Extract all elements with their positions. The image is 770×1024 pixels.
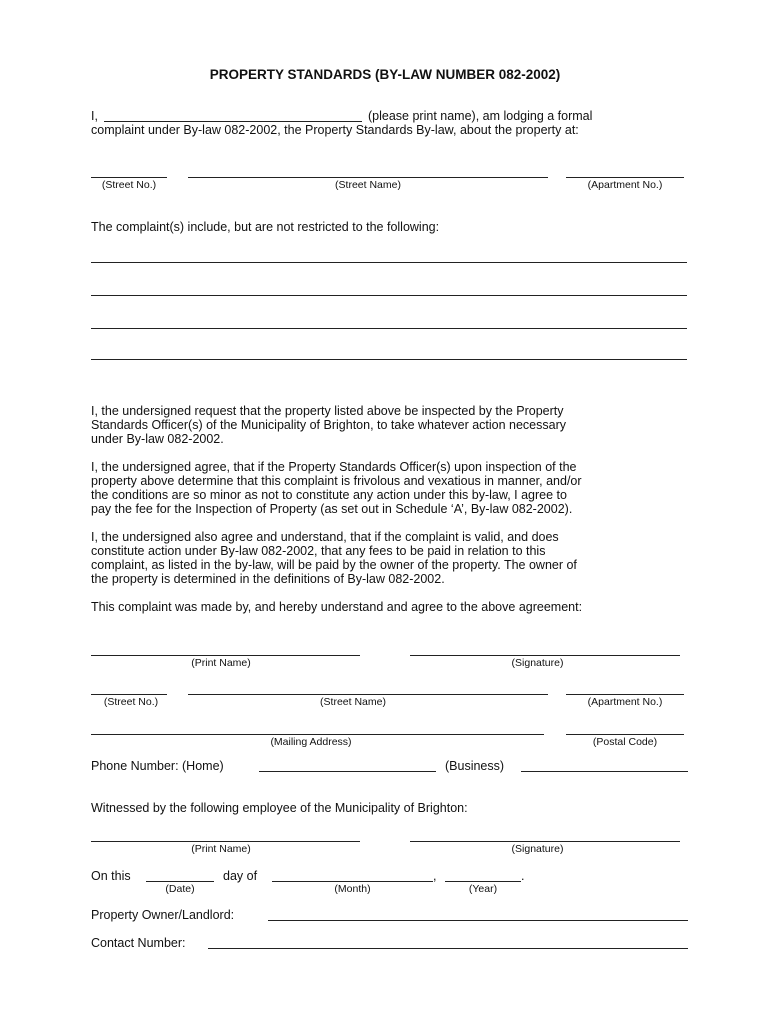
complainant-print-name-field[interactable] xyxy=(91,655,360,656)
complaint-line-2[interactable] xyxy=(91,295,687,296)
postal-code-label: (Postal Code) xyxy=(592,736,658,748)
month-label: (Month) xyxy=(334,883,371,895)
paragraph-valid-line-3: complaint, as listed in the by-law, will be paid by the owner of the property. The owner of xyxy=(91,558,577,572)
phone-business-field[interactable] xyxy=(521,771,688,772)
complainant-street-no-field[interactable] xyxy=(91,694,167,695)
complainant-apartment-no-field[interactable] xyxy=(566,694,684,695)
complainant-signature-label: (Signature) xyxy=(511,657,564,669)
year-field[interactable] xyxy=(445,881,521,882)
intro-line-2: complaint under By-law 082-2002, the Property Standards By-law, about the property at: xyxy=(91,123,579,137)
witness-signature-label: (Signature) xyxy=(511,843,564,855)
property-street-no-field[interactable] xyxy=(91,177,167,178)
complainant-apartment-no-label: (Apartment No.) xyxy=(587,696,663,708)
contact-number-label: Contact Number: xyxy=(91,936,186,950)
complainant-name-field[interactable] xyxy=(104,121,362,122)
mailing-address-label: (Mailing Address) xyxy=(270,736,352,748)
complainant-street-no-label: (Street No.) xyxy=(103,696,159,708)
paragraph-valid-line-1: I, the undersigned also agree and understand, that if the complaint is valid, and does xyxy=(91,530,559,544)
date-comma: , xyxy=(433,869,437,883)
month-field[interactable] xyxy=(272,881,433,882)
day-of-label: day of xyxy=(223,869,258,883)
complaint-line-3[interactable] xyxy=(91,328,687,329)
apartment-no-label: (Apartment No.) xyxy=(587,179,663,191)
paragraph-fee-line-2: property above determine that this complaint is frivolous and vexatious in manner, and/or xyxy=(91,474,582,488)
property-owner-field[interactable] xyxy=(268,920,688,921)
paragraph-fee-line-1: I, the undersigned agree, that if the Property Standards Officer(s) upon inspection of the xyxy=(91,460,577,474)
phone-home-field[interactable] xyxy=(259,771,436,772)
intro-prefix: I, xyxy=(91,109,98,123)
complainant-print-name-label: (Print Name) xyxy=(191,657,251,669)
date-label: (Date) xyxy=(165,883,195,895)
complaints-heading: The complaint(s) include, but are not restricted to the following: xyxy=(91,220,440,234)
property-apartment-no-field[interactable] xyxy=(566,177,684,178)
property-owner-label: Property Owner/Landlord: xyxy=(91,908,235,922)
paragraph-agreement: This complaint was made by, and hereby understand and agree to the above agreement: xyxy=(91,600,583,614)
paragraph-valid-line-4: the property is determined in the definitions of By-law 082-2002. xyxy=(91,572,445,586)
paragraph-valid-line-2: constitute action under By-law 082-2002, that any fees to be paid in relation to this xyxy=(91,544,546,558)
witness-print-name-field[interactable] xyxy=(91,841,360,842)
date-period: . xyxy=(521,869,525,883)
phone-home-label: Phone Number: (Home) xyxy=(91,759,224,773)
paragraph-request-line-1: I, the undersigned request that the property listed above be inspected by the Property xyxy=(91,404,564,418)
witness-heading: Witnessed by the following employee of the Municipality of Brighton: xyxy=(91,801,468,815)
contact-number-field[interactable] xyxy=(208,948,688,949)
witness-print-name-label: (Print Name) xyxy=(191,843,251,855)
complainant-street-name-field[interactable] xyxy=(188,694,548,695)
intro-suffix: (please print name), am lodging a formal xyxy=(368,109,593,123)
year-label: (Year) xyxy=(468,883,498,895)
postal-code-field[interactable] xyxy=(566,734,684,735)
mailing-address-field[interactable] xyxy=(91,734,544,735)
property-street-name-field[interactable] xyxy=(188,177,548,178)
complaint-line-4[interactable] xyxy=(91,359,687,360)
on-this-label: On this xyxy=(91,869,131,883)
witness-signature-field[interactable] xyxy=(410,841,680,842)
paragraph-fee-line-3: the conditions are so minor as not to constitute any action under this by-law, I agree to xyxy=(91,488,567,502)
paragraph-request-line-2: Standards Officer(s) of the Municipality of Brighton, to take whatever action necessary xyxy=(91,418,566,432)
street-no-label: (Street No.) xyxy=(101,179,157,191)
phone-business-label: (Business) xyxy=(445,759,505,773)
paragraph-fee-line-4: pay the fee for the Inspection of Property (as set out in Schedule ‘A’, By-law 082-2002). xyxy=(91,502,573,516)
complaint-line-1[interactable] xyxy=(91,262,687,263)
complainant-street-name-label: (Street Name) xyxy=(320,696,386,708)
form-title: PROPERTY STANDARDS (BY-LAW NUMBER 082-2002) xyxy=(209,67,561,82)
date-field[interactable] xyxy=(146,881,214,882)
complainant-signature-field[interactable] xyxy=(410,655,680,656)
street-name-label: (Street Name) xyxy=(335,179,401,191)
paragraph-request-line-3: under By-law 082-2002. xyxy=(91,432,224,446)
